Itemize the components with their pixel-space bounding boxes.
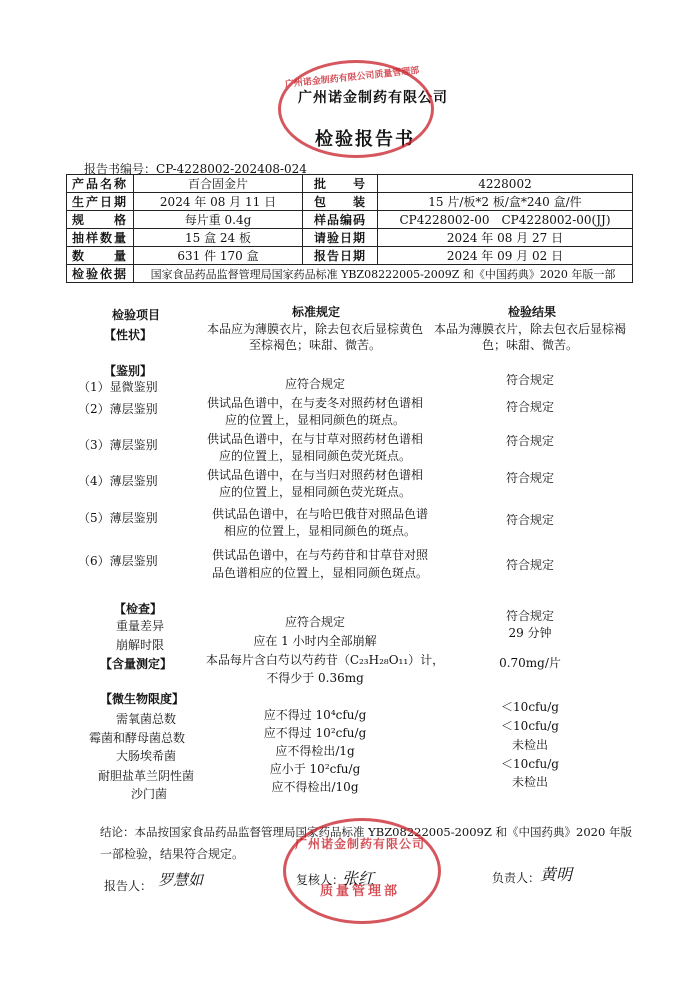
column-standard: 标准规定 xyxy=(292,305,341,319)
reviewer-signature: 张红 xyxy=(342,869,375,888)
column-item: 检验项目 xyxy=(112,308,161,322)
identification-result: 符合规定 xyxy=(505,400,554,414)
table-row xyxy=(67,265,633,283)
micro-name: 大肠埃希菌 xyxy=(116,749,177,763)
value-production-date: 2024 年 08 月 11 日 xyxy=(134,193,303,211)
label-package: 包 装 xyxy=(303,193,378,211)
micro-std: 应小于 10²cfu/g xyxy=(269,762,361,776)
micro-result: 未检出 xyxy=(511,738,548,752)
bottom-seal-text-2: 质量管理部 xyxy=(319,884,400,899)
check-name: 崩解时限 xyxy=(116,638,165,652)
label-request-date: 请验日期 xyxy=(303,229,378,247)
reporter-label: 报告人： xyxy=(104,879,153,893)
micro-result: 未检出 xyxy=(511,775,548,789)
identification-std: 相应的位置上，显相同颜色的斑点。 xyxy=(223,524,416,538)
micro-result: ＜10cfu/g xyxy=(501,719,559,733)
character-result-1: 本品为薄膜衣片，除去包衣后显棕褐 xyxy=(433,322,626,336)
label-sample-quantity: 抽样数量 xyxy=(67,229,134,247)
identification-result: 符合规定 xyxy=(505,471,554,485)
value-batch: 4228002 xyxy=(378,175,633,193)
micro-name: 需氧菌总数 xyxy=(116,712,177,726)
identification-name: （3）薄层鉴别 xyxy=(78,438,158,452)
value-sample-quantity: 15 盒 24 板 xyxy=(134,229,303,247)
label-product-name: 产品名称 xyxy=(67,175,134,193)
report-number-value: CP-4228002-202408-024 xyxy=(156,162,307,176)
value-product-name: 百合固金片 xyxy=(134,175,303,193)
table-row xyxy=(67,175,633,193)
check-std: 应在 1 小时内全部崩解 xyxy=(253,634,377,648)
check-result: 符合规定 xyxy=(505,609,554,623)
label-spec: 规 格 xyxy=(67,211,134,229)
micro-std: 应不得过 10²cfu/g xyxy=(263,726,367,740)
identification-std: 供试品色谱中，在与芍药苷和甘草苷对照 xyxy=(211,548,428,562)
label-production-date: 生产日期 xyxy=(67,193,134,211)
identification-result: 符合规定 xyxy=(505,558,554,572)
identification-std: 应的位置上，显相同颜色荧光斑点。 xyxy=(218,485,411,499)
value-quantity: 631 件 170 盒 xyxy=(134,247,303,265)
micro-result: ＜10cfu/g xyxy=(501,700,559,714)
identification-std: 供试品色谱中，在与哈巴俄苷对照品色谱 xyxy=(211,507,428,521)
report-number-label: 报告书编号： xyxy=(84,162,157,176)
identification-std: 供试品色谱中，在与麦冬对照药材色谱相 xyxy=(206,396,423,410)
label-sample-code: 样品编码 xyxy=(303,211,378,229)
identification-std: 应的位置上，显相同颜色的斑点。 xyxy=(224,413,405,427)
identification-result: 符合规定 xyxy=(505,373,554,387)
micro-name: 霉菌和酵母菌总数 xyxy=(89,731,186,745)
identification-name: （2）薄层鉴别 xyxy=(78,402,158,416)
value-package: 15 片/板*2 板/盒*240 盒/件 xyxy=(378,193,633,211)
table-row xyxy=(67,211,633,229)
value-report-date: 2024 年 09 月 02 日 xyxy=(378,247,633,265)
character-std-2: 至棕褐色；味甜、微苦。 xyxy=(248,338,381,352)
value-spec: 每片重 0.4g xyxy=(134,211,303,229)
bottom-seal-text-1: 广州诺金制药有限公司 xyxy=(294,837,425,851)
micro-std: 应不得检出/10g xyxy=(271,780,359,794)
identification-std: 应的位置上，显相同颜色荧光斑点。 xyxy=(218,449,411,463)
assay-heading: 【含量测定】 xyxy=(100,657,173,671)
identification-result: 符合规定 xyxy=(505,513,554,527)
table-row xyxy=(67,229,633,247)
character-heading: 【性状】 xyxy=(104,328,153,342)
manager-label: 负责人： xyxy=(492,871,541,885)
micro-name: 耐胆盐革兰阴性菌 xyxy=(98,769,195,783)
identification-std: 供试品色谱中，在与甘草对照药材色谱相 xyxy=(206,432,423,446)
conclusion-line-1: 结论：本品按国家食品药品监督管理局国家药品标准 YBZ08222005-2009Z 和《中国药典》2020 年版 xyxy=(100,825,632,839)
micro-heading: 【微生物限度】 xyxy=(100,692,185,706)
label-quantity: 数 量 xyxy=(67,247,134,265)
info-table xyxy=(66,174,633,283)
conclusion-line-2: 一部检验，结果符合规定。 xyxy=(100,847,245,861)
value-request-date: 2024 年 08 月 27 日 xyxy=(378,229,633,247)
identification-heading: 【鉴别】 xyxy=(104,364,153,378)
identification-std: 应符合规定 xyxy=(284,377,345,391)
report-title: 检验报告书 xyxy=(315,129,415,150)
identification-std: 供试品色谱中，在与当归对照药材色谱相 xyxy=(206,468,423,482)
identification-name: （1）显微鉴别 xyxy=(78,380,158,394)
value-sample-code: CP4228002-00 CP4228002-00(JJ) xyxy=(378,211,633,229)
column-result: 检验结果 xyxy=(508,305,557,319)
character-result-2: 色；味甜、微苦。 xyxy=(481,338,578,352)
label-report-date: 报告日期 xyxy=(303,247,378,265)
label-basis: 检验依据 xyxy=(67,265,134,283)
label-batch: 批 号 xyxy=(303,175,378,193)
micro-name: 沙门菌 xyxy=(131,787,168,801)
micro-std: 应不得过 10⁴cfu/g xyxy=(263,708,367,722)
manager-signature: 黄明 xyxy=(540,865,573,884)
character-std-1: 本品应为薄膜衣片，除去包衣后显棕黄色 xyxy=(206,322,423,336)
identification-name: （6）薄层鉴别 xyxy=(78,554,158,568)
reporter-signature: 罗慧如 xyxy=(158,871,204,889)
check-result: 29 分钟 xyxy=(508,626,552,640)
check-heading: 【检查】 xyxy=(114,602,163,616)
check-std: 应符合规定 xyxy=(284,615,345,629)
company-name: 广州诺金制药有限公司 xyxy=(298,90,448,106)
table-row xyxy=(67,247,633,265)
identification-name: （4）薄层鉴别 xyxy=(78,474,158,488)
assay-std-1: 本品每片含白芍以芍药苷（C₂₃H₂₈O₁₁）计， xyxy=(205,653,445,667)
identification-std: 品色谱相应的位置上，显相同颜色斑点。 xyxy=(211,566,428,580)
check-name: 重量差异 xyxy=(116,619,165,633)
micro-result: ＜10cfu/g xyxy=(501,757,559,771)
table-row xyxy=(67,193,633,211)
value-basis: 国家食品药品监督管理局国家药品标准 YBZ08222005-2009Z 和《中国药典》2020 年版一部 xyxy=(134,265,633,283)
identification-result: 符合规定 xyxy=(505,434,554,448)
assay-std-2: 不得少于 0.36mg xyxy=(266,671,364,685)
reviewer-label: 复核人： xyxy=(296,873,345,887)
top-seal-text: 广州诺金制药有限公司质量管理部 xyxy=(284,65,420,91)
assay-result: 0.70mg/片 xyxy=(499,656,561,670)
micro-std: 应不得检出/1g xyxy=(275,744,355,758)
identification-name: （5）薄层鉴别 xyxy=(78,511,158,525)
